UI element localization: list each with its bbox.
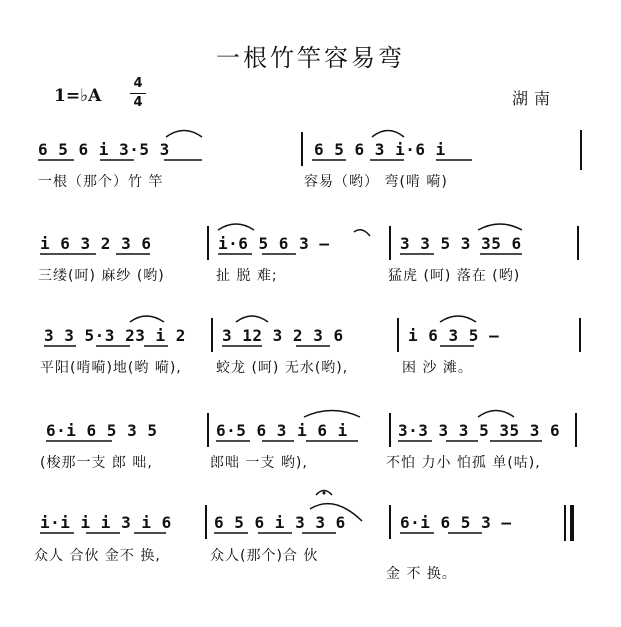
notes-row2-m1: i 6 3 2 3 6 xyxy=(40,234,152,253)
slur xyxy=(354,230,370,236)
slur xyxy=(304,411,360,418)
key-signature: 1=♭A xyxy=(54,86,102,106)
slur xyxy=(236,316,268,322)
lyrics-row3-m2: 蛟龙 (呵) 无水(哟), xyxy=(216,360,349,376)
lyrics-row1-m1: 一根（那个）竹 竿 xyxy=(38,174,164,190)
slur xyxy=(478,411,514,418)
lyrics-row2-m2: 扯 脱 难; xyxy=(216,268,278,284)
slur xyxy=(166,131,202,138)
slur xyxy=(130,316,164,322)
lyrics-row4-m2: 郎咄 一支 哟), xyxy=(210,455,308,471)
slur xyxy=(372,131,404,138)
notes-row5-m3: 6·i 6 5 3 – xyxy=(400,513,512,532)
lyrics-row5-m3: 金 不 换。 xyxy=(386,566,457,582)
notes-row2-m3: 3 3 5 3 35 6 xyxy=(400,234,522,253)
notes-row3-m2: 3 12 3 2 3 6 xyxy=(222,326,344,345)
slur xyxy=(218,224,254,230)
song-title: 一根竹竿容易弯 xyxy=(216,44,405,72)
notes-row1-m2: 6 5 6 3 i·6 i xyxy=(314,140,446,159)
slur xyxy=(310,504,362,521)
lyrics-row4-m3: 不怕 力小 怕孤 单(咕), xyxy=(386,455,541,471)
beams xyxy=(38,160,542,533)
notes-row4-m1: 6·i 6 5 3 5 xyxy=(46,421,158,440)
lyrics-row2-m3: 猛虎 (呵) 落在 (哟) xyxy=(388,268,521,284)
lyrics-row5-m1: 众人 合伙 金不 换, xyxy=(34,548,161,564)
time-signature-beats: 4 xyxy=(133,76,143,91)
notes-row3-m3: i 6 3 5 – xyxy=(408,326,500,345)
slur xyxy=(478,224,522,230)
lyrics-row1-m2: 容易（哟） 弯(啃 嗬) xyxy=(304,174,448,190)
notes-row2-m2: i·6 5 6 3 – xyxy=(218,234,330,253)
notes-row1-m1: 6 5 6 i 3·5 3 xyxy=(38,140,170,159)
lyrics-row3-m3: 困 沙 滩。 xyxy=(402,360,473,376)
region-label: 湖南 xyxy=(512,89,557,108)
bar-lines xyxy=(206,130,581,541)
slurs xyxy=(130,131,522,522)
slur xyxy=(440,316,476,322)
lyrics-row3-m1: 平阳(啃嗬)地(哟 嗬), xyxy=(40,360,182,376)
lyrics-row5-m2: 众人(那个)合 伙 xyxy=(210,548,319,564)
lyrics-row2-m1: 三缕(呵) 麻纱 (哟) xyxy=(38,268,165,284)
fermata-icon xyxy=(316,491,332,496)
notes-row4-m3: 3·3 3 3 5 35 3 6 xyxy=(398,421,561,440)
lyrics-row4-m1: (梭那一支 郎 咄, xyxy=(40,455,153,471)
notes-row4-m2: 6·5 6 3 i 6 i xyxy=(216,421,348,440)
notes-row5-m1: i·i i i 3 i 6 xyxy=(40,513,172,532)
notes-row3-m1: 3 3 5·3 23 i 2 xyxy=(44,326,186,345)
notes-row5-m2: 6 5 6 i 3 3 6 xyxy=(214,513,346,532)
time-signature-unit: 4 xyxy=(133,95,143,110)
